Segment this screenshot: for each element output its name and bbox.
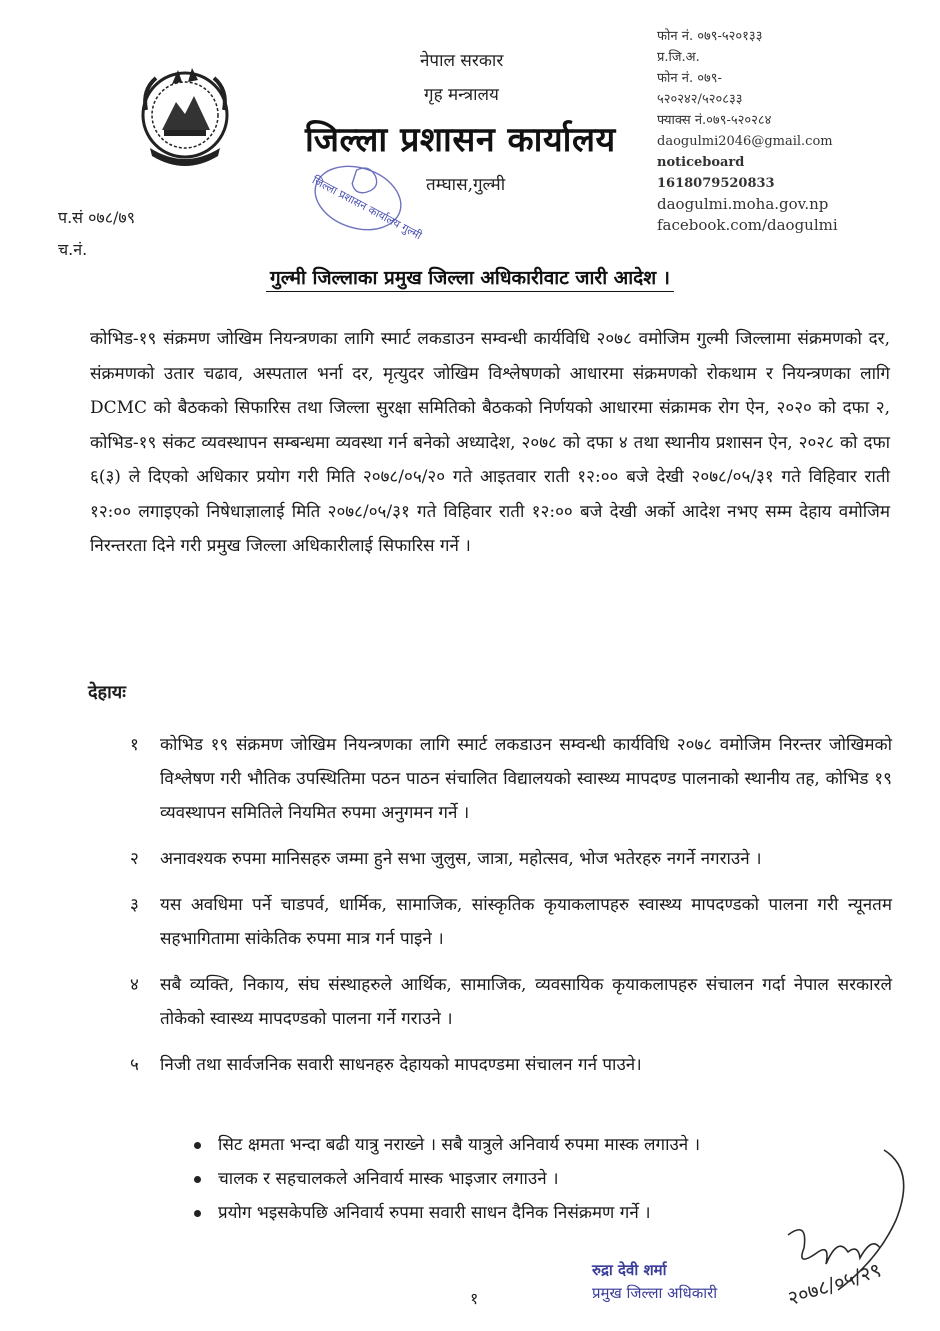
email-address: daogulmi2046@gmail.com	[657, 134, 833, 149]
officer-designation: प्रमुख जिल्ला अधिकारी	[592, 1284, 718, 1302]
nepal-emblem-icon	[132, 60, 238, 175]
office-location: तम्घास,गुल्मी	[426, 175, 506, 195]
contact-block	[657, 26, 927, 236]
cdo-label: प्र.जि.अ.	[657, 50, 700, 65]
bullet-item: प्रयोग भइसकेपछि अनिवार्य रुपमा सवारी साधन दैनिक निसंक्रमण गर्ने ।	[192, 1196, 892, 1230]
order-items	[126, 728, 892, 1094]
handwritten-signature	[768, 1140, 928, 1320]
stamp-text: जिल्ला प्रशासन कार्यालय गुल्मी	[309, 173, 424, 243]
phone-1: फोन नं. ०७९-५२०१३३	[657, 29, 763, 44]
chalani-number: च.नं.	[58, 240, 88, 259]
bullet-icon	[194, 1142, 201, 1149]
bullet-icon	[194, 1176, 201, 1183]
bullet-item: सिट क्षमता भन्दा बढी यात्रु नराख्ने । सबै यात्रुले अनिवार्य रुपमा मास्क लगाउने ।	[192, 1128, 892, 1162]
patra-sankhya: प.सं ०७८/७९	[58, 208, 136, 227]
officer-name: रुद्रा देवी शर्मा	[592, 1261, 667, 1279]
facebook-url: facebook.com/daogulmi	[657, 216, 838, 234]
list-item: १ कोभिड १९ संक्रमण जोखिम नियन्त्रणका लागि स्मार्ट लकडाउन सम्वन्धी कार्यविधि २०७८ वमोजिम निरन्तर जोखिमको विश्लेषण गरी भौतिक उपस्थितिमा पठन पाठन संचालित विद्यालयको स्वास्थ्य मापदण्ड पालनाको स्थानीय तह, कोभिड १९ व्यवस्थापन समितिले नियमित रुपमा अनुगमन गर्ने ।	[130, 735, 892, 823]
noticeboard-number: 1618079520833	[657, 176, 775, 191]
list-item: ४ सबै व्यक्ति, निकाय, संघ संस्थाहरुले आर्थिक, सामाजिक, व्यवसायिक कृयाकलापहरु संचालन गर्दा नेपाल सरकारले तोकेको स्वास्थ्य मापदण्डको पालना गर्ने गराउने ।	[130, 975, 892, 1029]
dehay-label: देहायः	[88, 682, 126, 703]
bullet-item: चालक र सहचालकले अनिवार्य मास्क भाइजार लगाउने ।	[192, 1162, 892, 1196]
list-item: २ अनावश्यक रुपमा मानिसहरु जम्मा हुने सभा जुलुस, जात्रा, महोत्सव, भोज भतेरहरु नगर्ने नगराउने ।	[130, 849, 762, 869]
body-paragraph: कोभिड-१९ संक्रमण जोखिम नियन्त्रणका लागि स्मार्ट लकडाउन सम्वन्धी कार्यविधि २०७८ वमोजिम गुल्मी जिल्लामा संक्रमणको दर, संक्रमणको उतार चढाव, अस्पताल भर्ना दर, मृत्युदर जोखिम विश्लेषणको आधारमा संक्रमणको रोकथाम र नियन्त्रणका लागि DCMC को बैठकको सिफारिस तथा जिल्ला सुरक्षा समितिको बैठकको निर्णयको आधारमा संक्रामक रोग ऐन, २०२० को दफा २, कोभिड-१९ संकट व्यवस्थापन सम्बन्धमा व्यवस्था गर्न बनेको अध्यादेश, २०७८ को दफा ४ तथा स्थानीय प्रशासन ऐन, २०२८ को दफा ६(३) ले दिएको अधिकार प्रयोग गरी मिति २०७८/०५/२० गते आइतवार राती १२:०० बजे देखी २०७८/०५/३१ गते विहिवार राती १२:०० लगाइएको निषेधाज्ञालाई मिति २०७८/०५/३१ गते विहिवार राती १२:०० बजे देखी अर्को आदेश नभए सम्म देहाय वमोजिम निरन्तरता दिने गरी प्रमुख जिल्ला अधिकारीलाई सिफारिस गर्ने ।	[90, 329, 890, 556]
signature-date: २०७८/०५/२९	[784, 1257, 884, 1311]
list-item: ५ निजी तथा सार्वजनिक सवारी साधनहरु देहायको मापदण्डमा संचालन गर्न पाउने।	[130, 1055, 642, 1075]
ministry-name: गृह मन्त्रालय	[424, 85, 499, 105]
office-title: जिल्ला प्रशासन कार्यालय	[305, 120, 616, 160]
bullet-icon	[194, 1210, 201, 1217]
noticeboard-label: noticeboard	[657, 155, 745, 170]
phone-2-label: फोन नं. ०७९-	[657, 71, 722, 86]
fax-number: फ्याक्स नं.०७९-५२०२८४	[657, 113, 772, 128]
phone-2-numbers: ५२०२४२/५२०८३३	[657, 92, 743, 107]
website-url: daogulmi.moha.gov.np	[657, 195, 829, 213]
document-title: गुल्मी जिल्लाका प्रमुख जिल्ला अधिकारीवाट जारी आदेश ।	[0, 264, 940, 290]
government-name: नेपाल सरकार	[420, 51, 504, 71]
page-number: १	[470, 1289, 479, 1308]
list-item: ३ यस अवधिमा पर्ने चाडपर्व, धार्मिक, सामाजिक, सांस्कृतिक कृयाकलापहरु स्वास्थ्य मापदण्डको पालना गरी न्यूनतम सहभागितामा सांकेतिक रुपमा मात्र गर्न पाइने ।	[130, 895, 892, 949]
office-stamp	[292, 148, 424, 248]
